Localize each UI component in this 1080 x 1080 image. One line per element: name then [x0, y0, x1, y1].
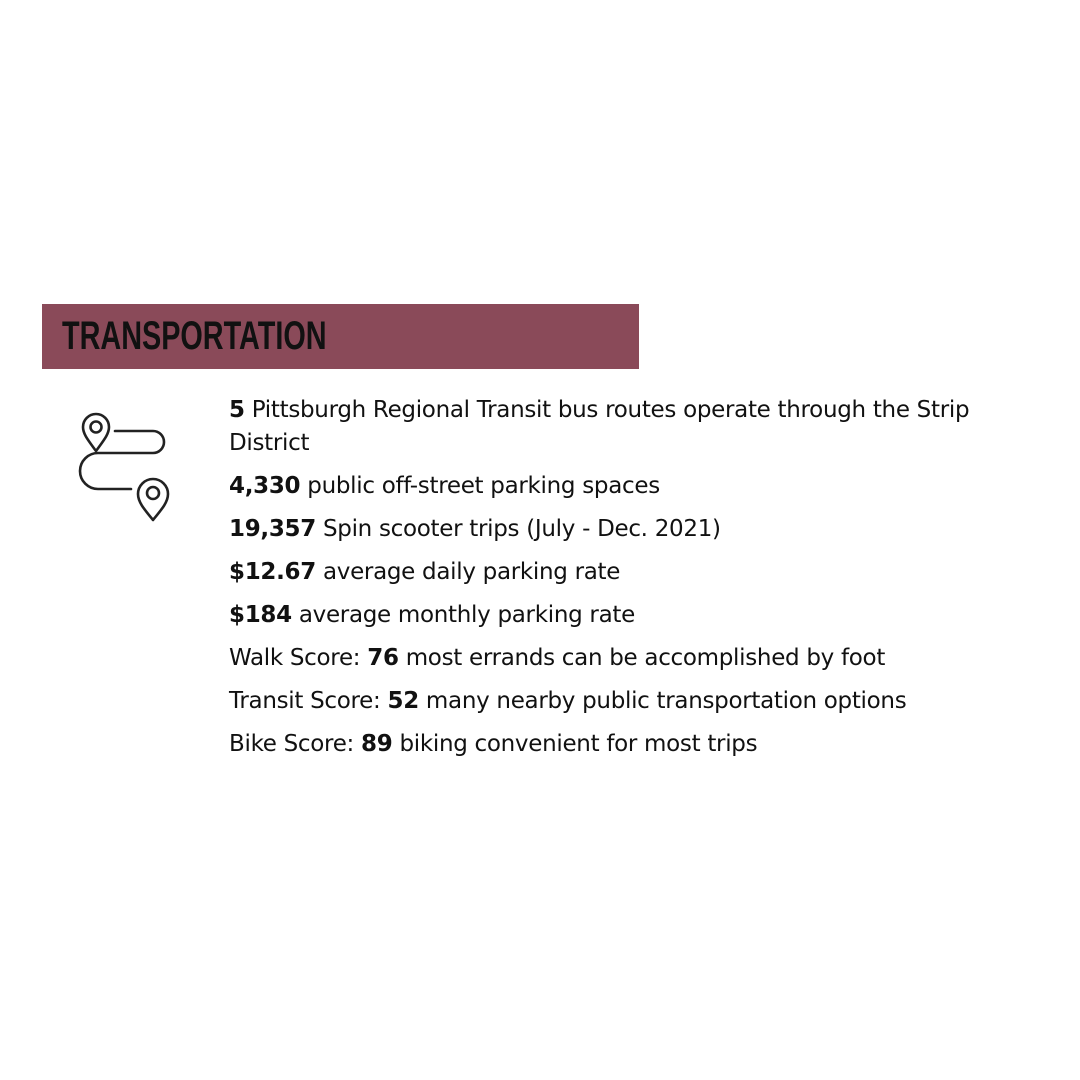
- fact-value: 4,330: [229, 473, 301, 499]
- fact-value: $184: [229, 602, 292, 628]
- fact-scooter-trips: [229, 513, 1029, 546]
- transportation-facts-list: [229, 394, 1029, 771]
- section-title: TRANSPORTATION: [62, 314, 327, 358]
- fact-text: most errands can be accomplished by foot: [398, 645, 886, 671]
- fact-monthly-parking-rate: [229, 599, 1029, 632]
- fact-value: 19,357: [229, 516, 316, 542]
- fact-value: 76: [367, 645, 399, 671]
- fact-text: biking convenient for most trips: [392, 731, 758, 757]
- section-header-band: [42, 304, 639, 369]
- fact-parking-spaces: [229, 470, 1029, 503]
- fact-bus-routes: [229, 394, 989, 460]
- fact-value: 52: [387, 688, 419, 714]
- fact-text: average daily parking rate: [315, 559, 621, 585]
- fact-prefix: Transit Score:: [229, 688, 388, 714]
- fact-text: public off-street parking spaces: [300, 473, 660, 499]
- fact-daily-parking-rate: [229, 556, 1029, 589]
- fact-walk-score: [229, 642, 1029, 675]
- route-pins-icon: [76, 410, 176, 525]
- fact-text: Pittsburgh Regional Transit bus routes operate through the Strip District: [229, 397, 970, 456]
- fact-text: Spin scooter trips (July - Dec. 2021): [315, 516, 721, 542]
- fact-text: average monthly parking rate: [291, 602, 635, 628]
- fact-prefix: Bike Score:: [229, 731, 362, 757]
- fact-transit-score: [229, 685, 1029, 718]
- fact-bike-score: [229, 728, 1029, 761]
- fact-value: 5: [229, 397, 245, 423]
- fact-text: many nearby public transportation options: [418, 688, 907, 714]
- fact-value: $12.67: [229, 559, 316, 585]
- fact-prefix: Walk Score:: [229, 645, 368, 671]
- fact-value: 89: [361, 731, 393, 757]
